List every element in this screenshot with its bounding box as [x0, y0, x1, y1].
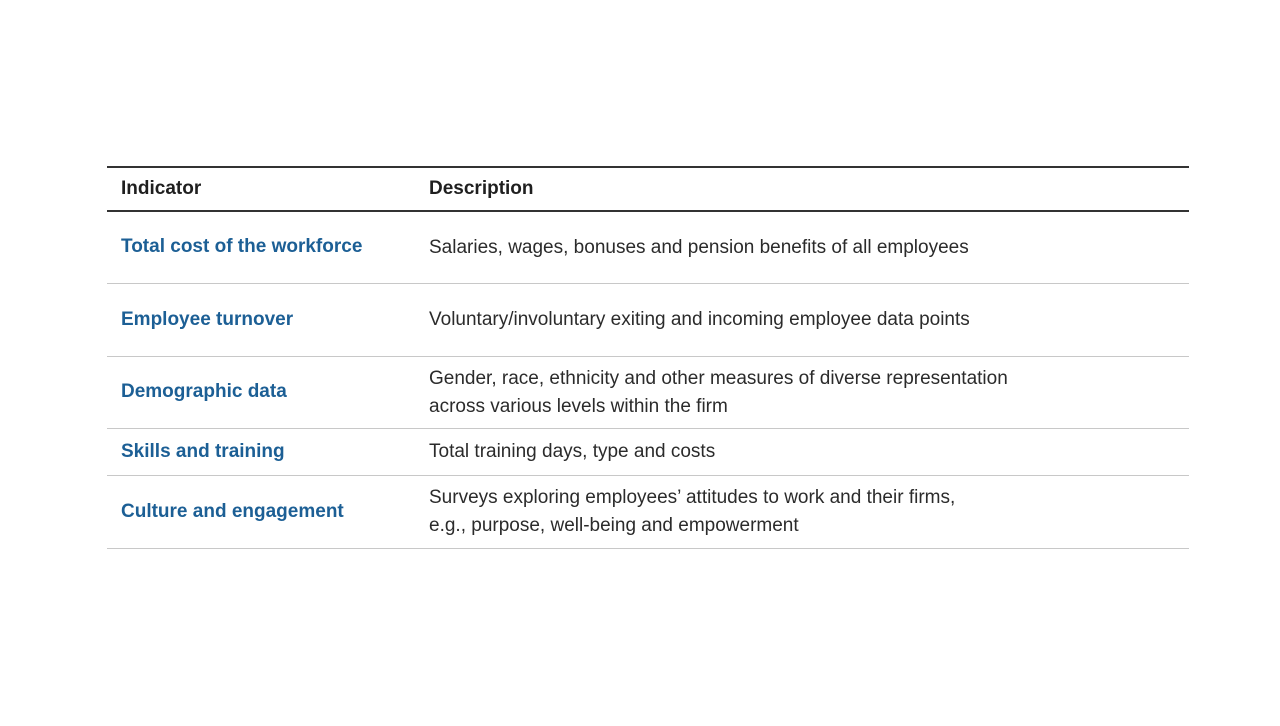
description-line: Surveys exploring employees’ attitudes to work and their firms, — [429, 487, 956, 508]
table-row — [107, 429, 1189, 476]
table-row — [107, 476, 1189, 549]
description-line: across various levels within the firm — [429, 395, 728, 417]
description-cell: Salaries, wages, bonuses and pension benefits of all employees — [429, 236, 969, 258]
table-row — [107, 284, 1189, 357]
description-cell: Voluntary/involuntary exiting and incoming employee data points — [429, 309, 970, 330]
table-header — [107, 166, 1189, 212]
indicator-cell: Employee turnover — [121, 308, 294, 330]
indicator-cell: Culture and engagement — [121, 500, 344, 522]
indicators-table — [107, 166, 1189, 549]
description-cell — [415, 484, 1189, 540]
table-row — [107, 357, 1189, 429]
description-line: Gender, race, ethnicity and other measures of diverse representation — [429, 367, 1008, 389]
description-cell — [415, 365, 1189, 421]
table-row — [107, 212, 1189, 284]
indicator-cell: Demographic data — [121, 381, 287, 403]
header-indicator: Indicator — [121, 178, 202, 199]
description-cell: Total training days, type and costs — [429, 441, 716, 462]
header-description: Description — [429, 178, 534, 199]
indicator-cell: Skills and training — [121, 440, 285, 462]
indicator-cell: Total cost of the workforce — [121, 236, 363, 258]
description-line: e.g., purpose, well-being and empowerment — [429, 515, 799, 536]
